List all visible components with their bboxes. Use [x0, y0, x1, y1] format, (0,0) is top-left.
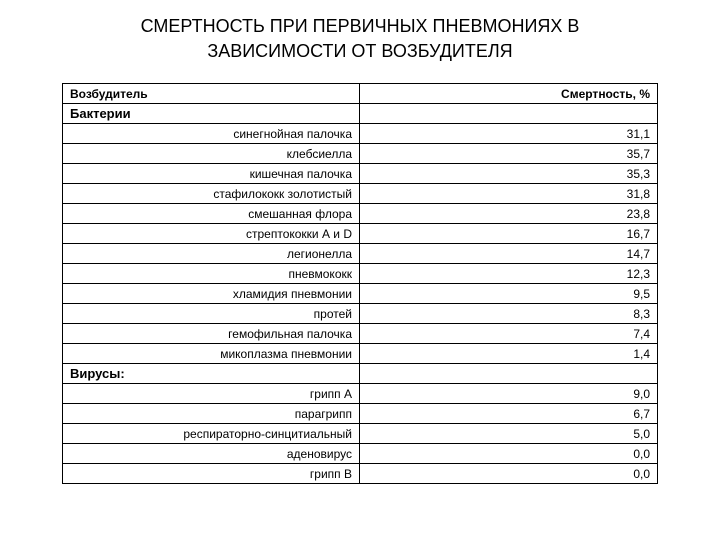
title-line-1: СМЕРТНОСТЬ ПРИ ПЕРВИЧНЫХ ПНЕВМОНИЯХ В: [140, 16, 580, 36]
table-row: [63, 344, 658, 364]
mortality-value: 35,7: [360, 144, 658, 164]
mortality-value: 9,0: [360, 384, 658, 404]
table-body: [63, 84, 658, 484]
section-label: Вирусы:: [63, 364, 360, 384]
section-row: [63, 364, 658, 384]
mortality-table: [62, 83, 658, 484]
title-line-2: ЗАВИСИМОСТИ ОТ ВОЗБУДИТЕЛЯ: [207, 41, 513, 61]
section-empty-cell: [360, 364, 658, 384]
mortality-value: 5,0: [360, 424, 658, 444]
pathogen-name: хламидия пневмонии: [63, 284, 360, 304]
mortality-value: 31,8: [360, 184, 658, 204]
mortality-value: 9,5: [360, 284, 658, 304]
table-row: [63, 184, 658, 204]
table-row: [63, 144, 658, 164]
page-title: [0, 14, 720, 64]
mortality-value: 7,4: [360, 324, 658, 344]
mortality-value: 0,0: [360, 464, 658, 484]
pathogen-name: грипп В: [63, 464, 360, 484]
pathogen-name: стафилококк золотистый: [63, 184, 360, 204]
header-pathogen: Возбудитель: [63, 84, 360, 104]
mortality-value: 14,7: [360, 244, 658, 264]
table-row: [63, 324, 658, 344]
table-row: [63, 224, 658, 244]
mortality-value: 23,8: [360, 204, 658, 224]
pathogen-name: грипп А: [63, 384, 360, 404]
mortality-value: 1,4: [360, 344, 658, 364]
mortality-value: 35,3: [360, 164, 658, 184]
table-row: [63, 124, 658, 144]
pathogen-name: аденовирус: [63, 444, 360, 464]
mortality-value: 6,7: [360, 404, 658, 424]
mortality-value: 8,3: [360, 304, 658, 324]
table-row: [63, 464, 658, 484]
pathogen-name: респираторно-синцитиальный: [63, 424, 360, 444]
pathogen-name: парагрипп: [63, 404, 360, 424]
pathogen-name: синегнойная палочка: [63, 124, 360, 144]
mortality-value: 0,0: [360, 444, 658, 464]
mortality-value: 31,1: [360, 124, 658, 144]
table-row: [63, 204, 658, 224]
pathogen-name: пневмококк: [63, 264, 360, 284]
table-row: [63, 384, 658, 404]
table-row: [63, 444, 658, 464]
pathogen-name: микоплазма пневмонии: [63, 344, 360, 364]
pathogen-name: клебсиелла: [63, 144, 360, 164]
section-empty-cell: [360, 104, 658, 124]
table-row: [63, 264, 658, 284]
mortality-value: 12,3: [360, 264, 658, 284]
section-row: [63, 104, 658, 124]
pathogen-name: смешанная флора: [63, 204, 360, 224]
table-row: [63, 244, 658, 264]
section-label: Бактерии: [63, 104, 360, 124]
pathogen-name: протей: [63, 304, 360, 324]
table-row: [63, 164, 658, 184]
header-mortality: Смертность, %: [360, 84, 658, 104]
pathogen-name: гемофильная палочка: [63, 324, 360, 344]
pathogen-name: стрептококки А и D: [63, 224, 360, 244]
table-row: [63, 284, 658, 304]
table-row: [63, 424, 658, 444]
pathogen-name: кишечная палочка: [63, 164, 360, 184]
header-row: [63, 84, 658, 104]
table-row: [63, 304, 658, 324]
pathogen-name: легионелла: [63, 244, 360, 264]
table-row: [63, 404, 658, 424]
mortality-value: 16,7: [360, 224, 658, 244]
